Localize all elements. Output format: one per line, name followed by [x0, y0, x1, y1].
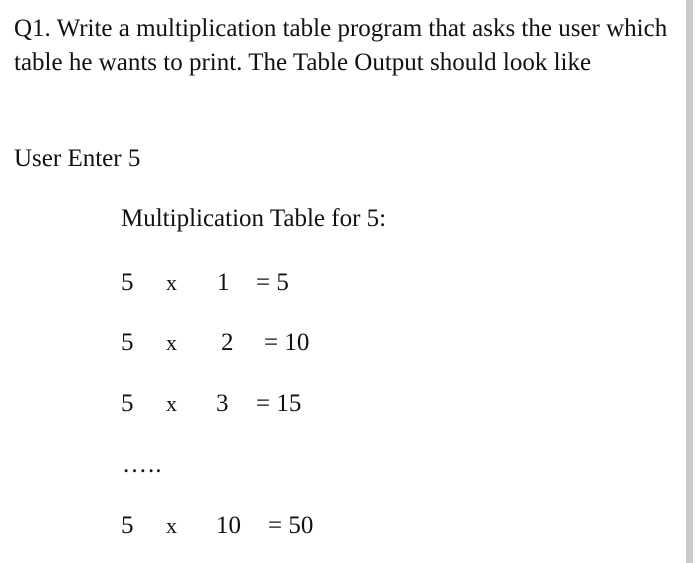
page-edge-divider [686, 0, 693, 563]
row-multiplicand: 5 [121, 329, 134, 356]
ellipsis: ….. [122, 451, 163, 478]
user-enter-line: User Enter 5 [14, 145, 141, 172]
row-operator: x [166, 513, 177, 538]
row-multiplier: 1 [217, 269, 230, 296]
table-heading: Multiplication Table for 5: [121, 205, 387, 232]
row-operator: x [166, 330, 177, 355]
row-result: = 10 [264, 329, 310, 356]
row-multiplicand: 5 [121, 269, 134, 296]
row-multiplicand: 5 [121, 512, 134, 539]
row-operator: x [166, 270, 177, 295]
row-multiplier: 10 [216, 512, 241, 539]
row-result: = 5 [256, 269, 289, 296]
question-text: Q1. Write a multiplication table program that asks the user which table he wants to print. The Table Output should look like [14, 15, 668, 76]
row-result: = 50 [268, 512, 314, 539]
row-operator: x [166, 391, 177, 416]
row-multiplicand: 5 [121, 390, 134, 417]
row-multiplier: 3 [216, 390, 229, 417]
row-result: = 15 [256, 390, 302, 417]
row-multiplier: 2 [221, 329, 234, 356]
